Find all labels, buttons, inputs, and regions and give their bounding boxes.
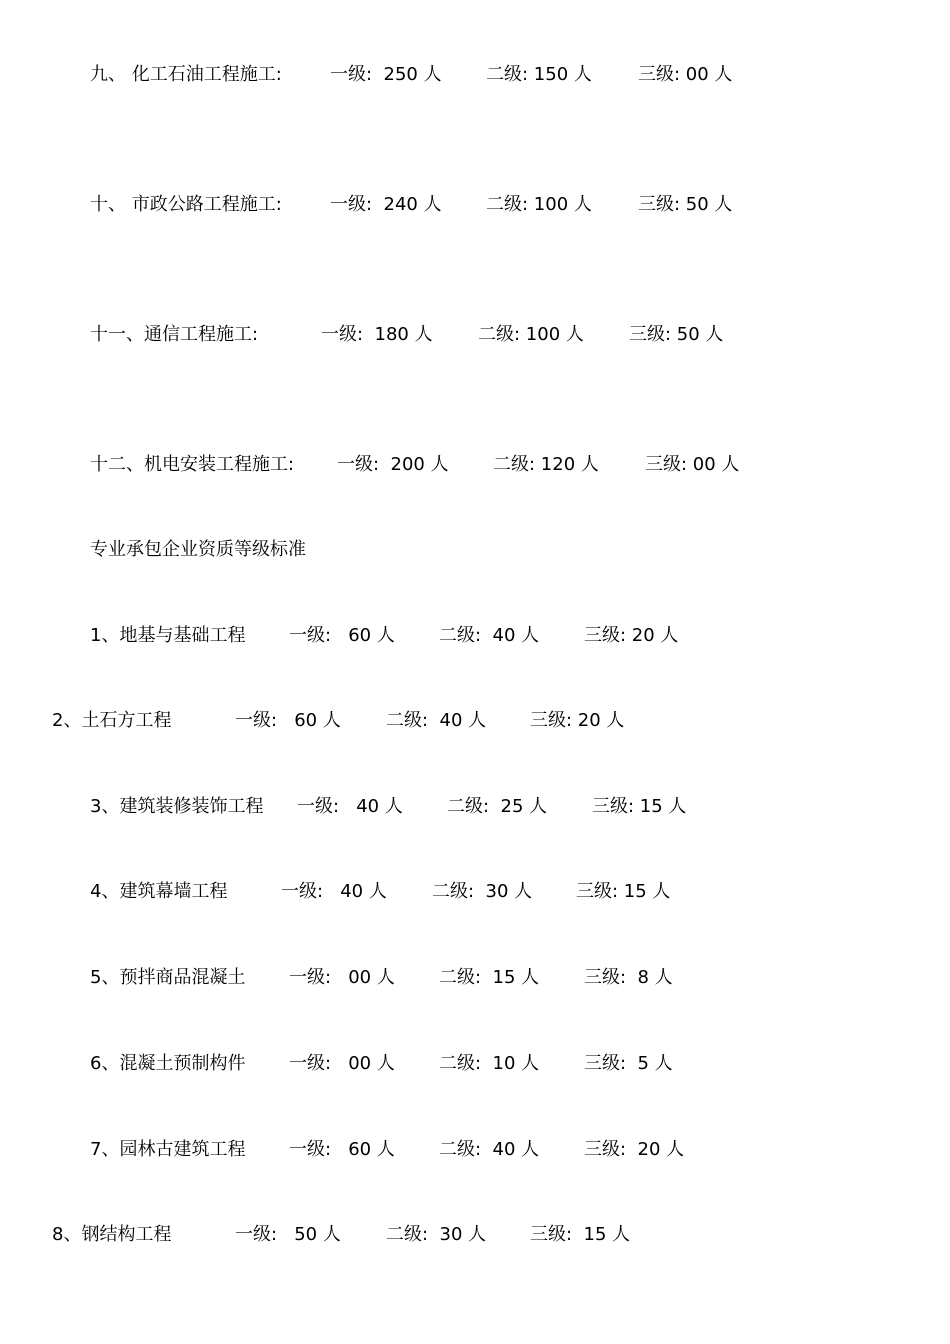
grade-1: 一级: 40 人 (297, 796, 403, 817)
grade-2: 二级: 40 人 (439, 625, 540, 646)
entry-label: 7、园林古建筑工程 (90, 1139, 246, 1160)
grade-1: 一级: 240 人 (330, 194, 442, 215)
grade-2: 二级: 10 人 (439, 1053, 540, 1074)
grade-2: 二级: 30 人 (432, 881, 533, 902)
entry-row (90, 966, 673, 990)
grade-3: 三级: 15 人 (530, 1224, 631, 1245)
grade-2: 二级: 100 人 (478, 324, 584, 345)
grade-2: 二级: 15 人 (439, 967, 540, 988)
entry-row (90, 1138, 685, 1162)
grade-2: 二级: 150 人 (486, 64, 592, 85)
entry-label: 九、 化工石油工程施工: (90, 64, 282, 85)
grade-3: 三级: 50 人 (638, 194, 733, 215)
grade-1: 一级: 00 人 (289, 1053, 395, 1074)
grade-2: 二级: 120 人 (493, 454, 599, 475)
entry-row (90, 795, 687, 819)
grade-3: 三级: 15 人 (592, 796, 687, 817)
grade-1: 一级: 00 人 (289, 967, 395, 988)
grade-3: 三级: 5 人 (584, 1053, 673, 1074)
grade-1: 一级: 60 人 (289, 625, 395, 646)
entry-label: 2、土石方工程 (52, 710, 172, 731)
grade-1: 一级: 40 人 (281, 881, 387, 902)
grade-1: 一级: 60 人 (235, 710, 341, 731)
grade-3: 三级: 00 人 (638, 64, 733, 85)
entry-row (52, 1223, 631, 1247)
entry-row (90, 624, 679, 648)
grade-1: 一级: 200 人 (337, 454, 449, 475)
entry-label: 6、混凝土预制构件 (90, 1053, 246, 1074)
grade-2: 二级: 30 人 (386, 1224, 487, 1245)
grade-3: 三级: 50 人 (629, 324, 724, 345)
entry-label: 十二、机电安装工程施工: (90, 454, 295, 475)
entry-label: 4、建筑幕墙工程 (90, 881, 228, 902)
entry-label: 1、地基与基础工程 (90, 625, 246, 646)
entry-label: 8、钢结构工程 (52, 1224, 172, 1245)
grade-2: 二级: 40 人 (439, 1139, 540, 1160)
grade-3: 三级: 20 人 (584, 1139, 685, 1160)
grade-1: 一级: 250 人 (330, 64, 442, 85)
entry-row (90, 323, 724, 347)
entry-row (90, 63, 733, 87)
entry-label: 5、预拌商品混凝土 (90, 967, 246, 988)
heading-text: 专业承包企业资质等级标准 (90, 539, 306, 560)
entry-label: 3、建筑装修装饰工程 (90, 796, 264, 817)
section-heading (90, 538, 306, 562)
entry-row (52, 709, 625, 733)
grade-1: 一级: 180 人 (321, 324, 433, 345)
grade-2: 二级: 40 人 (386, 710, 487, 731)
grade-3: 三级: 15 人 (576, 881, 671, 902)
entry-row (90, 880, 671, 904)
grade-3: 三级: 00 人 (645, 454, 740, 475)
entry-row (90, 453, 740, 477)
grade-2: 二级: 100 人 (486, 194, 592, 215)
grade-3: 三级: 20 人 (530, 710, 625, 731)
grade-3: 三级: 8 人 (584, 967, 673, 988)
grade-1: 一级: 60 人 (289, 1139, 395, 1160)
grade-3: 三级: 20 人 (584, 625, 679, 646)
grade-1: 一级: 50 人 (235, 1224, 341, 1245)
entry-row (90, 1052, 673, 1076)
entry-label: 十、 市政公路工程施工: (90, 194, 282, 215)
entry-label: 十一、通信工程施工: (90, 324, 259, 345)
entry-row (90, 193, 733, 217)
grade-2: 二级: 25 人 (447, 796, 548, 817)
